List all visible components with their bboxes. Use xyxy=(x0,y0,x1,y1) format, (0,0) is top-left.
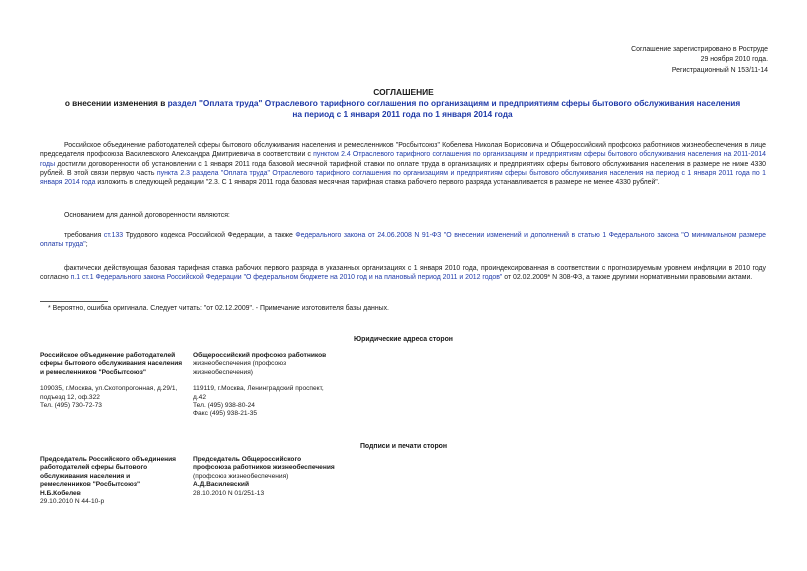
paragraph-text: от 02.02.2009* N 308-ФЗ, а также другими нормативными правовыми актами. xyxy=(502,274,753,282)
party-name-line: жизнеобеспечения (профсоюз xyxy=(193,360,287,368)
link-point-2-4[interactable]: пунктом 2.4 Отраслевого тарифного соглашения по организациям и предприятиям сферы бытового обслуживания населения на 2011-2014 годы xyxy=(40,151,766,168)
registration-line-1: Соглашение зарегистрировано в Рострудe xyxy=(631,46,768,53)
signatory-title: (профсоюз жизнеобеспечения) xyxy=(193,472,289,480)
phone: Тел. (495) 730-72-73 xyxy=(40,402,102,410)
paragraph-text: достигли договоренности об установлении с 1 января 2011 года базовой месячной тарифной ставки по оплате труда в организациях и предприятиях сферы бытового обслуживания населения в размере не ниже 4330 рублей. В этой связи первую часть xyxy=(40,160,766,177)
paragraph-text: Российское объединение работодателей сферы бытового обслуживания населения и ремесленников "Росбытсоюз" Кобелева Николая Борисовича и Общероссийский профсоюз работников жизнеобеспечения в лице председателя профсоюза Василевского Александра Дмитриевича в соответствии с xyxy=(40,142,766,159)
fax: Факс (495) 938-21-35 xyxy=(193,410,258,418)
document-subtitle xyxy=(40,98,765,120)
footnote-divider xyxy=(40,301,108,302)
party-name-line: Российское объединение работодателей xyxy=(40,352,176,359)
signatory-title: обслуживания населения и xyxy=(40,472,131,480)
paragraph-requirements xyxy=(40,231,766,250)
party-name-line: жизнеобеспечения) xyxy=(193,368,253,376)
signatory-title: профсоюза работников жизнеобеспечения xyxy=(193,464,335,472)
signature-date: 28.10.2010 N 01/251-13 xyxy=(193,489,265,497)
signature-left xyxy=(40,456,195,506)
link-budget-law[interactable]: п.1 ст.1 Федерального закона Российской Федерации "О федеральном бюджете на 2010 год и на плановый период 2011 и 2012 годов" xyxy=(70,274,503,282)
link-point-2-3[interactable]: пункта 2.3 раздела "Оплата труда" Отраслевого тарифного соглашения по организациям и предприятиям сферы бытового обслуживания населения на период с 1 января 2011 года по 1 января 2014 года xyxy=(40,169,767,187)
paragraph-text: ; xyxy=(85,241,88,249)
signatory-title: ремесленников "Росбытсоюз" xyxy=(40,481,141,489)
link-art-133[interactable]: ст.133 xyxy=(103,232,124,239)
signatory-name: Н.Б.Кобелев xyxy=(40,489,81,497)
link-federal-law-91[interactable]: Федерального закона от 24.06.2008 N 91-ФЗ "О внесении изменений и дополнений в статью 1 Федерального закона "О минимальном размере оплаты труда" xyxy=(40,232,766,249)
party-name-line: и ремесленников "Росбытсоюз" xyxy=(40,368,146,376)
paragraph-text: Трудового кодекса Российской Федерации, а также xyxy=(123,232,296,239)
paragraph-text: фактически действующая базовая тарифная ставка рабочих первого разряда в указанных организациях с 1 января 2010 года, проиндексированная в соответствии с прогнозируемым уровнем инфляции в 2010 году согласно xyxy=(40,265,766,282)
signatory-title: Председатель Общероссийского xyxy=(193,456,302,463)
address-left xyxy=(40,352,195,410)
paragraph-actual-rate xyxy=(40,264,766,283)
paragraph-grounds: Основанием для данной договоренности являются: xyxy=(64,212,230,219)
signature-date: 29.10.2010 N 44-10-р xyxy=(40,498,105,506)
footnote: * Вероятно, ошибка оригинала. Следует читать: "от 02.12.2009". - Примечание изготовителя базы данных. xyxy=(48,305,389,312)
signatory-title: работодателей сферы бытового xyxy=(40,464,148,472)
signatory-name: А.Д.Василевский xyxy=(193,481,250,489)
subtitle-lead: о внесении изменения в xyxy=(64,98,168,108)
address-line: 119119, г.Москва, Ленинградский проспект, xyxy=(193,385,324,393)
paragraph-text: требования xyxy=(64,232,104,239)
addresses-heading: Юридические адреса сторон xyxy=(354,336,453,343)
paragraph-text: изложить в следующей редакции "2.3. С 1 января 2011 года базовая месячная тарифная ставка рабочего первого разряда устанавливается в размере не менее 4330 рублей". xyxy=(95,179,660,187)
address-line: подъезд 12, оф.322 xyxy=(40,393,100,401)
document-title: СОГЛАШЕНИЕ xyxy=(373,87,434,97)
party-name-line: Общероссийский профсоюз работников xyxy=(193,352,327,359)
address-line: 109035, г.Москва, ул.Скотопрогонная, д.29/1, xyxy=(40,385,178,393)
registration-line-3: Регистрационный N 153/11-14 xyxy=(671,66,768,74)
signatures-heading: Подписи и печати сторон xyxy=(359,443,448,450)
party-name-line: сферы бытового обслуживания населения xyxy=(40,360,183,368)
phone: Тел. (495) 938-80-24 xyxy=(193,402,255,410)
registration-note xyxy=(631,45,768,76)
subtitle-period[interactable]: на период с 1 января 2011 года по 1 января 2014 года xyxy=(292,109,513,119)
registration-line-2: 29 ноября 2010 года. xyxy=(700,56,768,64)
address-line: д.42 xyxy=(193,393,207,401)
signature-right xyxy=(193,456,358,498)
signatory-title: Председатель Российского объединения xyxy=(40,456,176,463)
paragraph-agreement xyxy=(40,141,766,187)
address-right xyxy=(193,352,353,419)
subtitle-link[interactable]: раздел "Оплата труда" Отраслевого тарифного соглашения по организациям и предприятиям сферы бытового обслуживания населения xyxy=(167,98,741,108)
